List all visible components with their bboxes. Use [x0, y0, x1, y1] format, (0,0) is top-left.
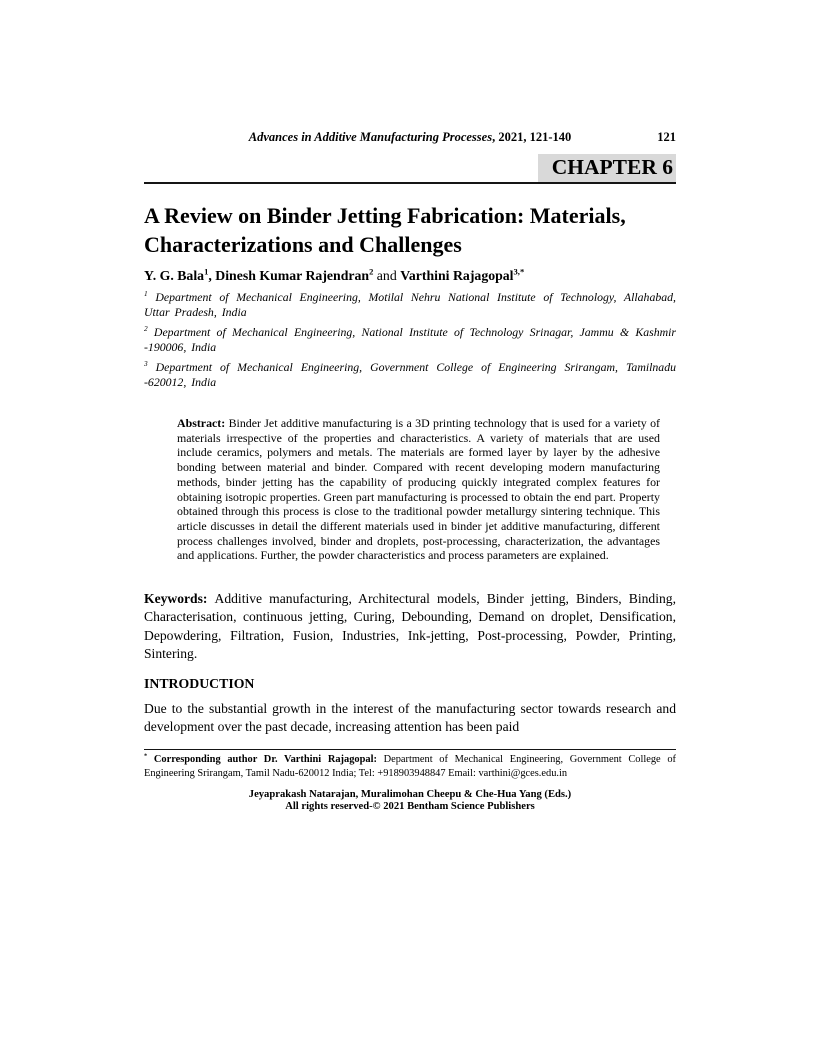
page-title-line-2: Characterizations and Challenges — [144, 232, 462, 257]
chapter-rule — [144, 154, 676, 184]
corresponding-author-footnote: * Corresponding author Dr. Varthini Rajagopal: Department of Mechanical Engineering, Government College of Engineering Srirangam, Tamil Nadu-620012 India; Tel: +918903948847 Email: varthini@gces.edu.in — [144, 753, 676, 779]
publisher-footer — [144, 789, 676, 814]
affiliation-3: $^3$ Department of Mechanical Engineering, Government College of Engineering Srirangam, Tamilnadu -620012, India — [144, 359, 676, 389]
affiliation-2: $^2$ Department of Mechanical Engineering, National Institute of Technology Srinagar, Jammu & Kashmir -190006, India — [144, 324, 676, 354]
running-header — [144, 130, 676, 146]
page-number: 121 — [657, 130, 676, 144]
keywords-block: Keywords: Additive manufacturing, Architectural models, Binder jetting, Binders, Binding, Characterisation, continuous jetting, Curing, Debounding, Demand on droplet, Densification, Depowdering, Filtration, Fusion, Industries, Ink-jetting, Post-processing, Powder, Printing, Sintering. — [144, 591, 676, 662]
abstract-block: Abstract: Binder Jet additive manufacturing is a 3D printing technology that is used for a variety of materials irrespective of the properties and characteristics. A variety of materials that are used include ceramics, polymers and metals. The materials are formed layer by layer by the adhesive bonding between material and binder. Compared with recent developing modern manufacturing methods, binder jetting has the capability of producing quickly integrated complex features for obtaining isotropic properties. Green part manufacturing is processed to obtain the end part. Property obtained through this process is close to the traditional powder metallurgy sintering technique. This article discusses in detail the different materials used in binder jet additive manufacturing, different process challenges involved, binder and droplets, post-processing, characterization, the advantages and applications. Further, the powder characteristics and process parameters are explained. — [177, 416, 660, 563]
authors-line: Y. G. Bala$^1$, Dinesh Kumar Rajendran$^2$ and Varthini Rajagopal$^{3,*}$ — [144, 266, 525, 283]
affiliations — [144, 290, 676, 390]
affiliation-1: $^1$ Department of Mechanical Engineering, Motilal Nehru National Institute of Technology, Allahabad, Uttar Pradesh, India — [144, 289, 676, 319]
journal-citation: Advances in Additive Manufacturing Processes, 2021, 121-140 — [248, 130, 572, 144]
copyright-line: All rights reserved-© 2021 Bentham Science Publishers — [285, 801, 535, 813]
page-title-line-1: A Review on Binder Jetting Fabrication: Materials, — [144, 203, 626, 228]
page-title — [144, 201, 676, 259]
editors-line: Jeyaprakash Natarajan, Muralimohan Cheepu & Che-Hua Yang (Eds.) — [248, 788, 572, 800]
introduction-paragraph: Due to the substantial growth in the interest of the manufacturing sector towards research and development over the past decade, increasing attention has been paid — [144, 700, 676, 735]
chapter-badge: CHAPTER 6 — [538, 154, 676, 182]
section-heading-introduction: INTRODUCTION — [144, 675, 255, 691]
footnote-divider — [144, 749, 676, 750]
